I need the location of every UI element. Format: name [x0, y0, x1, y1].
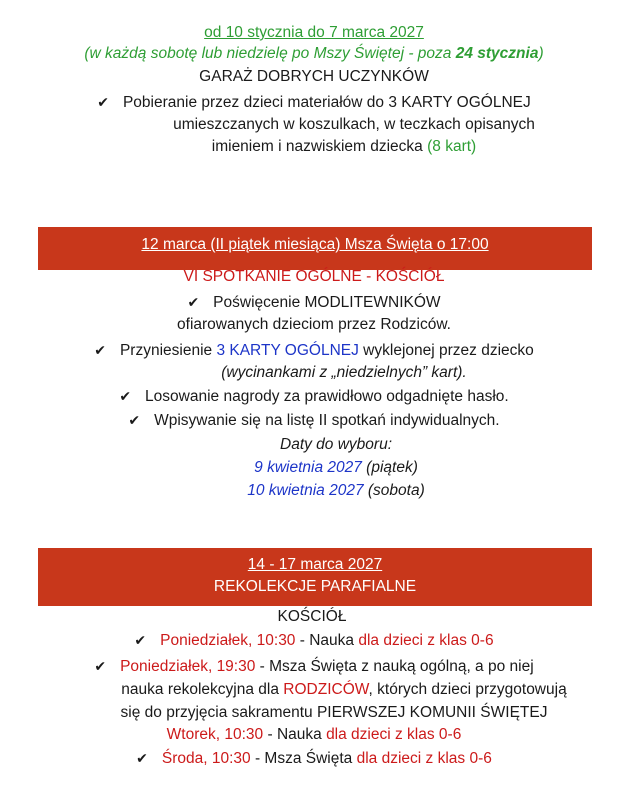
- checkmark-icon: ✔: [136, 751, 148, 767]
- section2-item1: ✔ Poświęcenie MODLITEWNIKÓW: [0, 292, 628, 314]
- section3-row2-cont2: się do przyjęcia sakramentu PIERWSZEJ KOMUNII ŚWIĘTEJ: [120, 704, 548, 721]
- section2-item4: ✔ Wpisywanie się na listę II spotkań indywidualnych.: [0, 410, 628, 432]
- checkmark-icon: ✔: [97, 95, 109, 111]
- checkmark-icon: ✔: [128, 413, 141, 429]
- section2-date1: 9 kwietnia 2027 (piątek): [254, 459, 418, 476]
- section3-row4: ✔ Środa, 10:30 - Msza Święta dla dzieci z klas 0-6: [0, 748, 628, 770]
- section1-item-line1: ✔ Pobieranie przez dzieci materiałów do 3 KARTY OGÓLNEJ: [0, 92, 628, 114]
- section3-row2-cont1: nauka rekolekcyjna dla RODZICÓW, których dzieci przygotowują: [121, 681, 567, 698]
- section1-title: GARAŻ DOBRYCH UCZYNKÓW: [199, 68, 429, 85]
- section1-item-line2: umieszczanych w koszulkach, w teczkach opisanych: [173, 116, 535, 133]
- section3-row2: ✔ Poniedziałek, 19:30 - Msza Święta z nauką ogólną, a po niej: [0, 656, 628, 678]
- checkmark-icon: ✔: [94, 659, 107, 675]
- section1-item-line3: imieniem i nazwiskiem dziecka (8 kart): [211, 138, 477, 155]
- section1-note: (w każdą sobotę lub niedzielę po Mszy Świętej - poza 24 stycznia): [84, 45, 544, 62]
- section3-row3: Wtorek, 10:30 - Nauka dla dzieci z klas 0-6: [166, 726, 462, 743]
- section2-item1-cont: ofiarowanych dzieciom przez Rodziców.: [177, 316, 451, 333]
- section2-title: VI SPOTKANIE OGÓLNE - KOŚCIÓŁ: [183, 268, 445, 285]
- section3-row1: ✔ Poniedziałek, 10:30 - Nauka dla dzieci z klas 0-6: [0, 630, 628, 652]
- section2-item2: ✔ Przyniesienie 3 KARTY OGÓLNEJ wyklejonej przez dziecko: [0, 340, 628, 362]
- section3-place: KOŚCIÓŁ: [277, 608, 347, 625]
- checkmark-icon: ✔: [187, 295, 200, 311]
- checkmark-icon: ✔: [119, 389, 132, 405]
- section2-item3: ✔ Losowanie nagrody za prawidłowo odgadnięte hasło.: [0, 386, 628, 408]
- section3-banner: [38, 548, 592, 606]
- section2-banner-text: 12 marca (II piątek miesiąca) Msza Święta o 17:00: [141, 236, 489, 253]
- checkmark-icon: ✔: [134, 633, 147, 649]
- section3-banner-title: REKOLEKCJE PARAFIALNE: [213, 578, 417, 595]
- checkmark-icon: ✔: [94, 343, 106, 359]
- section2-banner: [38, 227, 592, 270]
- section2-dates-label: Daty do wyboru:: [280, 436, 392, 453]
- section1-date: od 10 stycznia do 7 marca 2027: [204, 24, 424, 41]
- section2-date2: 10 kwietnia 2027 (sobota): [247, 482, 425, 499]
- section2-item2-cont: (wycinankami z „niedzielnych” kart).: [221, 364, 467, 381]
- section3-banner-date: 14 - 17 marca 2027: [247, 556, 383, 573]
